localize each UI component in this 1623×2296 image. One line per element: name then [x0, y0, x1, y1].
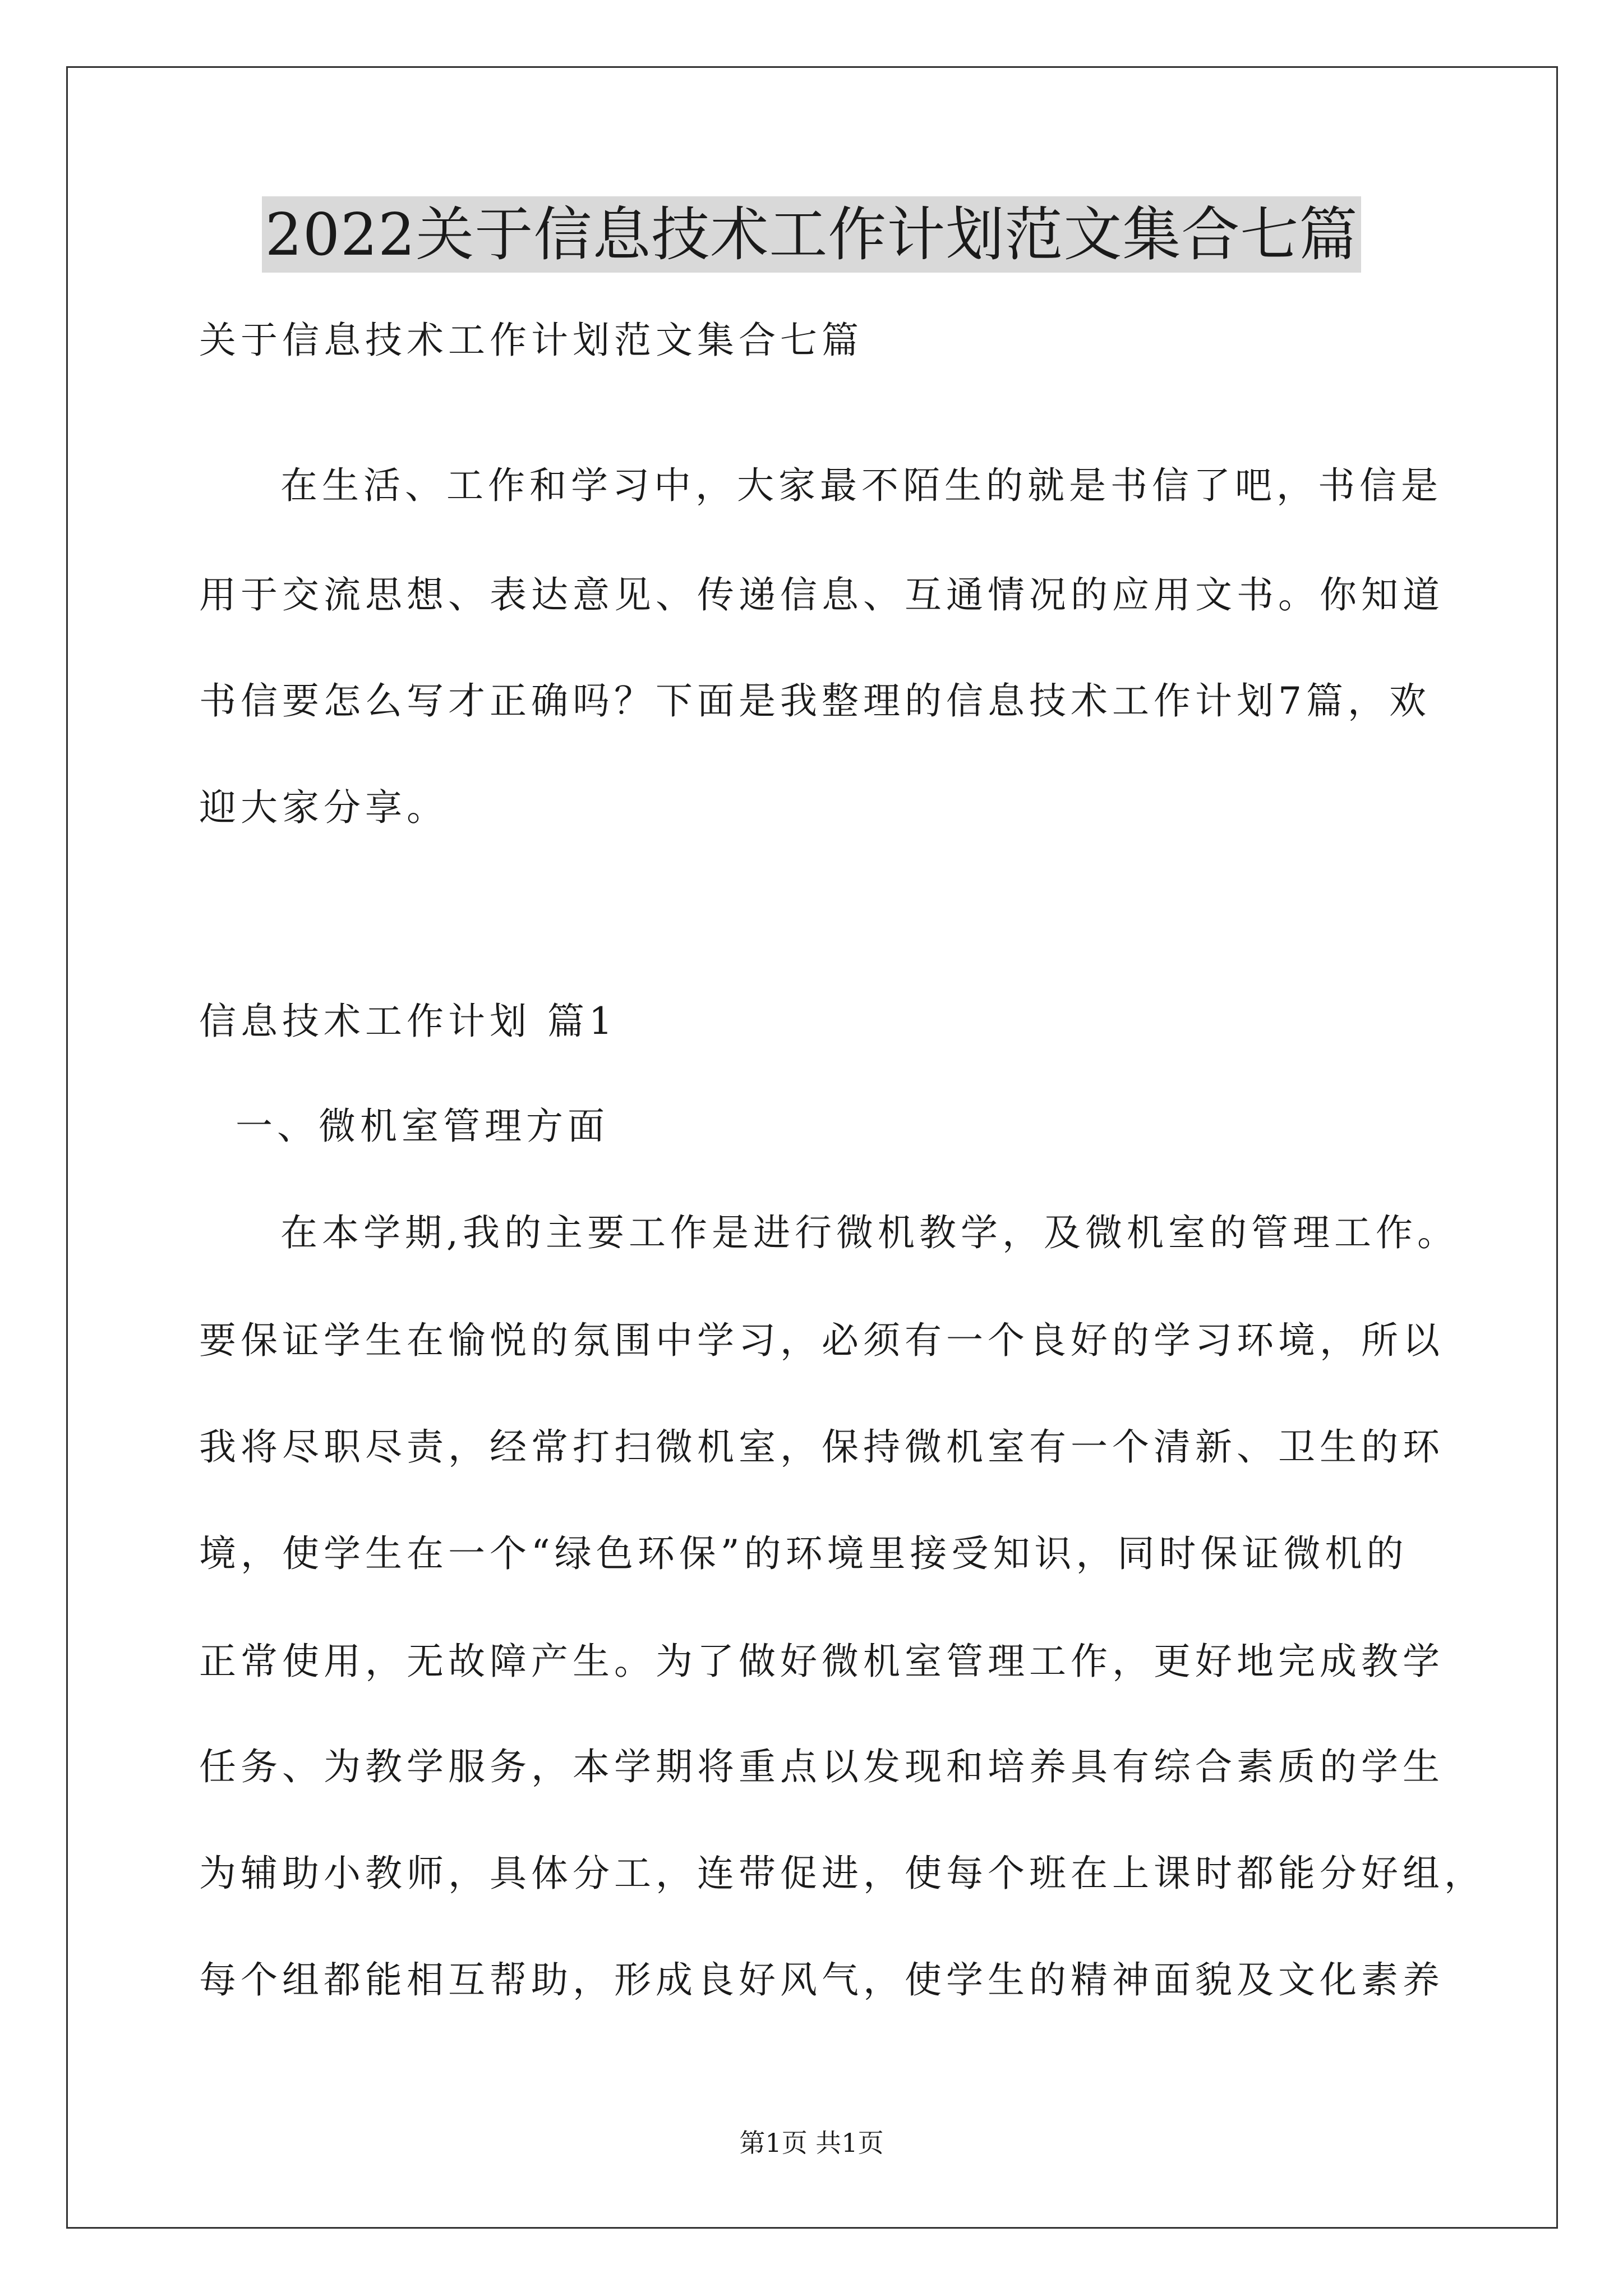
- body-line: 为辅助小教师，具体分工，连带促进，使每个班在上课时都能分好组，: [199, 1852, 1486, 1895]
- body-line: 我将尽职尽责，经常打扫微机室，保持微机室有一个清新、卫生的环: [199, 1425, 1444, 1469]
- body-line: 境，使学生在一个“绿色环保”的环境里接受知识，同时保证微机的: [199, 1532, 1408, 1575]
- body-line: 正常使用，无故障产生。为了做好微机室管理工作，更好地完成教学: [199, 1640, 1444, 1683]
- body-line: 任务、为教学服务，本学期将重点以发现和培养具有综合素质的学生: [199, 1745, 1444, 1788]
- page-footer: 第1页 共1页: [739, 2128, 884, 2158]
- body-line: 要保证学生在愉悦的氛围中学习，必须有一个良好的学习环境，所以: [199, 1319, 1444, 1362]
- intro-line: 迎大家分享。: [199, 786, 448, 829]
- body-line: 每个组都能相互帮助，形成良好风气，使学生的精神面貌及文化素养: [199, 1958, 1444, 2001]
- intro-line: 书信要怎么写才正确吗？下面是我整理的信息技术工作计划7篇，欢: [199, 679, 1431, 723]
- document-subtitle: 关于信息技术工作计划范文集合七篇: [199, 319, 863, 362]
- intro-line: 在生活、工作和学习中，大家最不陌生的就是书信了吧，书信是: [280, 464, 1442, 507]
- intro-line: 用于交流思想、表达意见、传递信息、互通情况的应用文书。你知道: [199, 573, 1444, 616]
- document-title-container: [0, 196, 1623, 273]
- body-line: 在本学期,我的主要工作是进行微机教学，及微机室的管理工作。: [280, 1211, 1459, 1254]
- sub-heading: 一、微机室管理方面: [236, 1105, 609, 1148]
- document-title: 2022关于信息技术工作计划范文集合七篇: [262, 196, 1362, 273]
- section-heading: 信息技术工作计划 篇1: [199, 1000, 617, 1043]
